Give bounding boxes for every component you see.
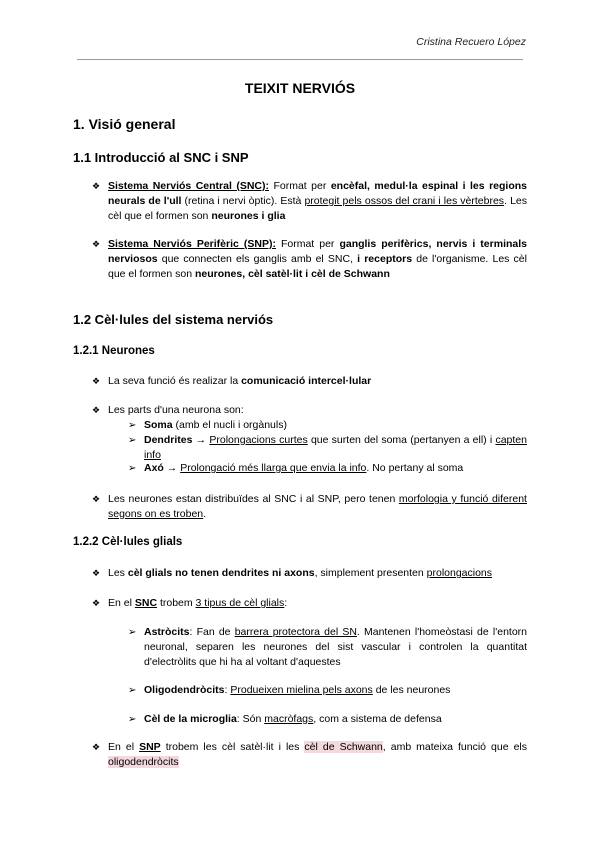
arrow-bullet-icon: ➢ [128, 420, 137, 431]
diamond-bullet-icon: ❖ [92, 405, 101, 415]
diamond-bullet-icon: ❖ [92, 181, 101, 191]
section-heading-1: 1. Visió general [73, 116, 176, 132]
bullet-snp: ❖ Sistema Nerviós Perifèric (SNP): Format per ganglis perifèrics, nervis i terminals nerviosos que connecten els ganglis amb el SNC, i receptors de l'organisme. Les cèl que el formen son neurones, cèl satèl·lit i cèl de Schwann [92, 238, 527, 280]
sub-bullet-astrocits: ➢ Astròcits: Fan de barrera protectora del SN. Mantenen l'homeòstasi de l'entorn neuronal, separen les neurones del sist vascular i controlen la quantitat d'electròlits que hi ha al voltant d'aquestes [128, 626, 528, 668]
sub-bullet-soma: ➢ Soma (amb el nucli i orgànuls) [128, 419, 287, 431]
arrow-bullet-icon: ➢ [128, 714, 137, 725]
diamond-bullet-icon: ❖ [92, 568, 101, 578]
section-heading-1-2-2: 1.2.2 Cèl·lules glials [73, 536, 183, 548]
sub-bullet-microglia: ➢ Cèl de la microglia: Són macròfags, com a sistema de defensa [128, 713, 442, 725]
diamond-bullet-icon: ❖ [92, 376, 101, 386]
bullet-snp-glials: ❖ En el SNP trobem les cèl satèl·lit i les cèl de Schwann, amb mateixa funció que els oligodendròcits [92, 741, 527, 768]
diamond-bullet-icon: ❖ [92, 239, 101, 249]
arrow-bullet-icon: ➢ [128, 463, 137, 474]
sub-bullet-oligodendrocits: ➢ Oligodendròcits: Produeixen mielina pels axons de les neurones [128, 684, 451, 696]
bullet-neurones-distribution: ❖ Les neurones estan distribuïdes al SNC i al SNP, pero tenen morfologia y funció diferent segons on es troben. [92, 493, 527, 520]
diamond-bullet-icon: ❖ [92, 598, 101, 608]
section-heading-1-1: 1.1 Introducció al SNC i SNP [73, 150, 249, 165]
section-heading-1-2-1: 1.2.1 Neurones [73, 345, 155, 357]
author-name: Cristina Recuero López [416, 36, 526, 48]
bullet-neurone-parts: ❖ Les parts d'una neurona son: [92, 404, 244, 416]
bullet-glials-no-axons: ❖ Les cèl glials no tenen dendrites ni axons, simplement presenten prolongacions [92, 567, 493, 579]
arrow-bullet-icon: ➢ [128, 685, 137, 696]
bullet-snc: ❖ Sistema Nerviós Central (SNC): Format per encèfal, medul·la espinal i les regions neurals de l'ull (retina i nervi òptic). Està protegit pels ossos del crani i les vèrtebres. Les cèl que el formen son neurones i glia [92, 180, 527, 222]
header-rule [77, 59, 523, 60]
arrow-bullet-icon: ➢ [128, 627, 137, 638]
bullet-neurones-function: ❖ La seva funció és realizar la comunicació intercel·lular [92, 375, 372, 387]
diamond-bullet-icon: ❖ [92, 494, 101, 504]
bullet-snc-glials: ❖ En el SNC trobem 3 tipus de cèl glials: [92, 597, 288, 609]
arrow-bullet-icon: ➢ [128, 435, 137, 446]
sub-bullet-dendrites: ➢ Dendrites → Prolongacions curtes que surten del soma (pertanyen a ell) i capten info [128, 434, 527, 461]
section-heading-1-2: 1.2 Cèl·lules del sistema nerviós [73, 312, 274, 327]
page-title: TEIXIT NERVIÓS [244, 80, 356, 96]
diamond-bullet-icon: ❖ [92, 742, 101, 752]
sub-bullet-axo: ➢ Axó → Prolongació més llarga que envia la info. No pertany al soma [128, 462, 464, 474]
